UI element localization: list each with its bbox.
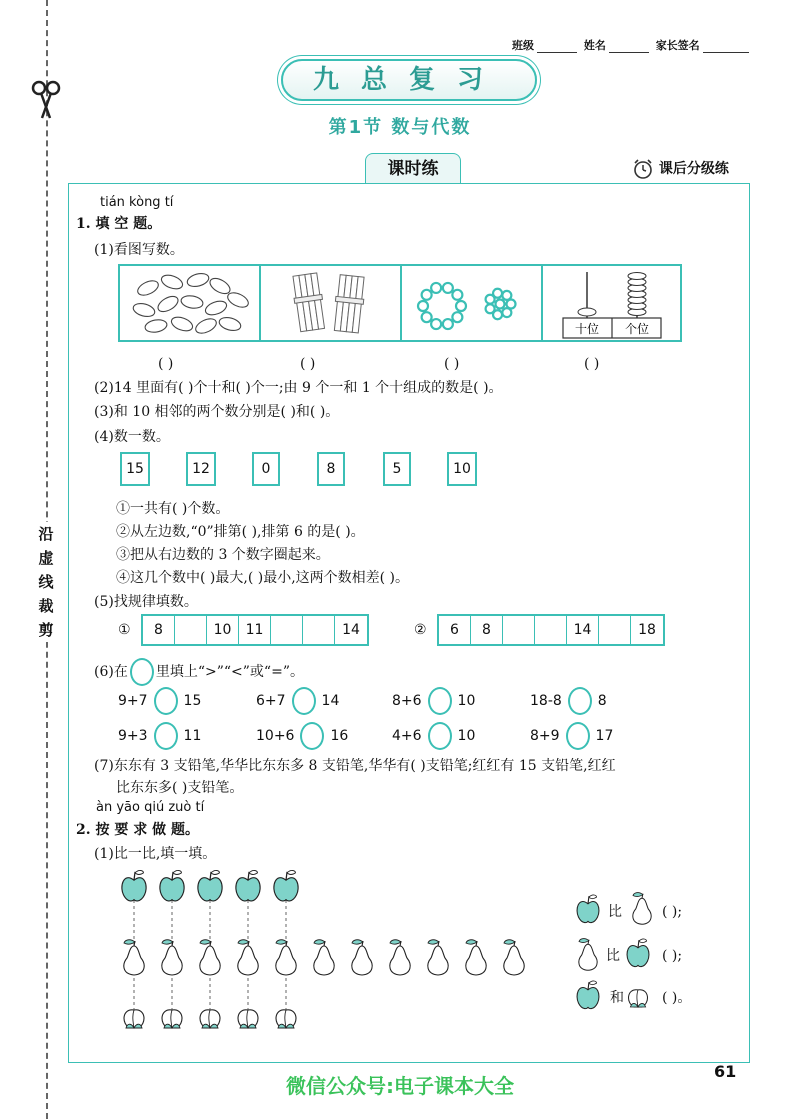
q1-part5: (5)找规律填数。 — [94, 594, 198, 610]
pear-icon — [466, 940, 486, 975]
sequence-cell: 14 — [567, 616, 599, 644]
class-label: 班级 — [512, 39, 534, 52]
graded-practice — [632, 158, 729, 180]
circle-bead — [431, 283, 441, 293]
q1-part7-line1: (7)东东有 3 支铅笔,华华比东东多 8 支铅笔,华华有( )支铅笔;红红有 15 支铅笔,红红 — [94, 758, 616, 774]
circle-bead — [502, 308, 511, 317]
pear-icon — [390, 940, 410, 975]
compare-row1-answer[interactable]: ( ); — [662, 904, 683, 920]
fruit-legend-left — [570, 890, 610, 1020]
unit-banner: 九总复习 — [281, 59, 537, 101]
q1-part1: (1)看图写数。 — [94, 242, 184, 258]
cut-label: 沿虚线裁剪 — [33, 522, 59, 642]
sequence-cell: 14 — [342, 622, 360, 638]
number-card[interactable]: 10 — [447, 452, 477, 486]
compare-circle[interactable] — [568, 687, 592, 715]
abacus-image — [543, 266, 682, 340]
apple-icon — [577, 895, 599, 923]
compare-circle[interactable] — [292, 687, 316, 715]
number-card[interactable]: 8 — [317, 452, 345, 486]
pear-icon — [633, 893, 651, 925]
compare-right: 17 — [595, 728, 614, 744]
pear-icon — [124, 940, 144, 975]
sequence-1-label: ① — [118, 622, 131, 638]
q1-part6-pre: (6)在 — [94, 664, 128, 680]
student-info — [512, 37, 752, 53]
number-card[interactable]: 12 — [186, 452, 216, 486]
pear-icon — [314, 940, 334, 975]
q1-part4a: ①一共有( )个数。 — [116, 501, 230, 517]
apple-icon — [160, 870, 184, 901]
q2-part1: (1)比一比,填一填。 — [94, 846, 217, 862]
q1-part4c: ③把从右边数的 3 个数字圈起来。 — [116, 547, 330, 563]
sequence-cell: 8 — [471, 616, 503, 644]
q1-part4d: ④这几个数中( )最大,( )最小,这两个数相差( )。 — [116, 570, 410, 586]
compare-circle[interactable] — [154, 687, 178, 715]
compare-item — [256, 686, 339, 716]
abacus-ones-label: 个位 — [624, 322, 650, 336]
compare-left: 9+7 — [118, 693, 148, 709]
compare-item — [392, 686, 475, 716]
compare-left: 8+6 — [392, 693, 422, 709]
q1-part3: (3)和 10 相邻的两个数分别是( )和( )。 — [94, 404, 340, 420]
compare-right: 15 — [183, 693, 202, 709]
parent-sign-field[interactable] — [703, 52, 749, 53]
compare-row3-answer[interactable]: ( )。 — [662, 990, 692, 1006]
q2-pinyin: àn yāo qiú zuò tí — [96, 800, 205, 815]
q1-part7-line2: 比东东多( )支铅笔。 — [116, 780, 244, 796]
peach-icon — [162, 1010, 182, 1028]
sequence-cell: 10 — [207, 616, 239, 644]
section-subtitle: 第1节 数与代数 — [328, 117, 472, 138]
compare-left: 4+6 — [392, 728, 422, 744]
compare-circle[interactable] — [154, 722, 178, 750]
abacus-bead — [628, 273, 646, 280]
pear-icon — [579, 939, 597, 971]
compare-row2-answer[interactable]: ( ); — [662, 948, 683, 964]
compare-left: 10+6 — [256, 728, 295, 744]
compare-row1-mid: 比 — [608, 904, 622, 920]
answer-slot-1[interactable]: ( ) — [158, 356, 174, 372]
compare-row2-mid: 比 — [606, 948, 620, 964]
picture-table — [118, 264, 682, 342]
compare-right: 10 — [457, 693, 476, 709]
compare-left: 18-8 — [530, 693, 562, 709]
apple-icon — [198, 870, 222, 901]
compare-item — [392, 721, 475, 751]
alarm-clock-icon — [632, 158, 654, 180]
sequence-blank[interactable] — [503, 616, 535, 644]
sequence-blank[interactable] — [271, 616, 303, 644]
pear-icon — [504, 940, 524, 975]
graded-label: 课后分级练 — [658, 161, 729, 177]
sequence-1 — [141, 614, 369, 646]
compare-item — [256, 721, 348, 751]
compare-left: 8+9 — [530, 728, 560, 744]
circle-bead — [418, 301, 428, 311]
circle-bead — [486, 304, 495, 313]
circle-bead — [452, 290, 462, 300]
apple-icon — [627, 939, 649, 967]
circle-bead — [422, 290, 432, 300]
abacus-cell — [543, 266, 684, 340]
sequence-2-label: ② — [414, 622, 427, 638]
q1-part4: (4)数一数。 — [94, 429, 170, 445]
q1-part4b: ②从左边数,“0”排第( ),排第 6 的是( )。 — [116, 524, 365, 540]
pear-icon — [162, 940, 182, 975]
sequence-cell: 11 — [239, 616, 271, 644]
name-field[interactable] — [609, 52, 649, 53]
q2-title: 2. 按 要 求 做 题。 — [76, 822, 199, 838]
pear-icon — [200, 940, 220, 975]
q1-part6-post: 里填上“>”“<”或“=”。 — [155, 664, 304, 680]
answer-slot-4[interactable]: ( ) — [584, 356, 600, 372]
circle-bead — [502, 291, 511, 300]
apple-icon — [122, 870, 146, 901]
sequence-cell: 6 — [439, 616, 471, 644]
fruit-legend-right — [622, 890, 662, 1020]
page-number: 61 — [714, 1062, 737, 1081]
compare-left: 9+3 — [118, 728, 148, 744]
compare-item — [530, 686, 607, 716]
number-card[interactable]: 0 — [252, 452, 280, 486]
circle-bead — [431, 319, 441, 329]
compare-item — [118, 686, 201, 716]
sequence-blank[interactable] — [599, 616, 631, 644]
compare-circle[interactable] — [428, 687, 452, 715]
fruit-comparison-image — [110, 862, 550, 1052]
answer-slot-2[interactable]: ( ) — [300, 356, 316, 372]
circle-sample — [130, 658, 154, 686]
number-card[interactable]: 5 — [383, 452, 411, 486]
sequence-blank[interactable] — [535, 616, 567, 644]
sequence-cell: 8 — [143, 616, 175, 644]
compare-item — [118, 721, 201, 751]
circle-bead — [443, 319, 453, 329]
sequence-blank[interactable] — [303, 616, 335, 644]
q1-part6 — [94, 658, 304, 686]
apple-icon — [236, 870, 260, 901]
abacus-tens-label: 十位 — [574, 322, 600, 336]
apple-icon — [577, 981, 599, 1009]
sequence-blank[interactable] — [175, 616, 207, 644]
compare-right: 14 — [321, 693, 340, 709]
compare-row3-mid: 和 — [610, 990, 624, 1006]
sequence-cell: 18 — [638, 622, 656, 638]
class-field[interactable] — [537, 52, 577, 53]
circle-bead — [443, 283, 453, 293]
circle-bead — [422, 312, 432, 322]
q1-title: 1. 填 空 题。 — [76, 216, 162, 232]
apple-icon — [274, 870, 298, 901]
pear-icon — [238, 940, 258, 975]
circles-cell — [402, 266, 543, 340]
peach-icon — [124, 1010, 144, 1028]
q1-part2: (2)14 里面有( )个十和( )个一;由 9 个一和 1 个十组成的数是( )。 — [94, 380, 503, 396]
lesson-tab: 课时练 — [365, 153, 461, 183]
watermark: 微信公众号:电子课本大全 — [286, 1074, 514, 1098]
leaves-image — [120, 266, 259, 340]
compare-item — [530, 721, 613, 751]
leaves-cell — [120, 266, 261, 340]
circle-bead — [452, 312, 462, 322]
compare-right: 16 — [330, 728, 349, 744]
compare-circle[interactable] — [566, 722, 590, 750]
compare-right: 11 — [183, 728, 202, 744]
peach-icon — [629, 990, 648, 1007]
sequence-2 — [437, 614, 665, 646]
circles-image — [402, 266, 541, 340]
number-card[interactable]: 15 — [120, 452, 150, 486]
compare-right: 10 — [457, 728, 476, 744]
compare-left: 6+7 — [256, 693, 286, 709]
pear-icon — [428, 940, 448, 975]
pear-icon — [276, 940, 296, 975]
sticks-cell — [261, 266, 402, 340]
circle-bead — [493, 289, 502, 298]
peach-icon — [200, 1010, 220, 1028]
compare-circle[interactable] — [428, 722, 452, 750]
circle-bead — [496, 300, 505, 309]
parent-sign-label: 家长签名 — [655, 39, 700, 52]
peach-icon — [238, 1010, 258, 1028]
pear-icon — [352, 940, 372, 975]
compare-circle[interactable] — [300, 722, 324, 750]
circle-bead — [456, 301, 466, 311]
stick-bundles-image — [261, 266, 400, 340]
answer-slot-3[interactable]: ( ) — [444, 356, 460, 372]
q1-pinyin: tián kòng tí — [100, 195, 174, 210]
name-label: 姓名 — [583, 39, 606, 52]
compare-right: 8 — [597, 693, 607, 709]
peach-icon — [276, 1010, 296, 1028]
